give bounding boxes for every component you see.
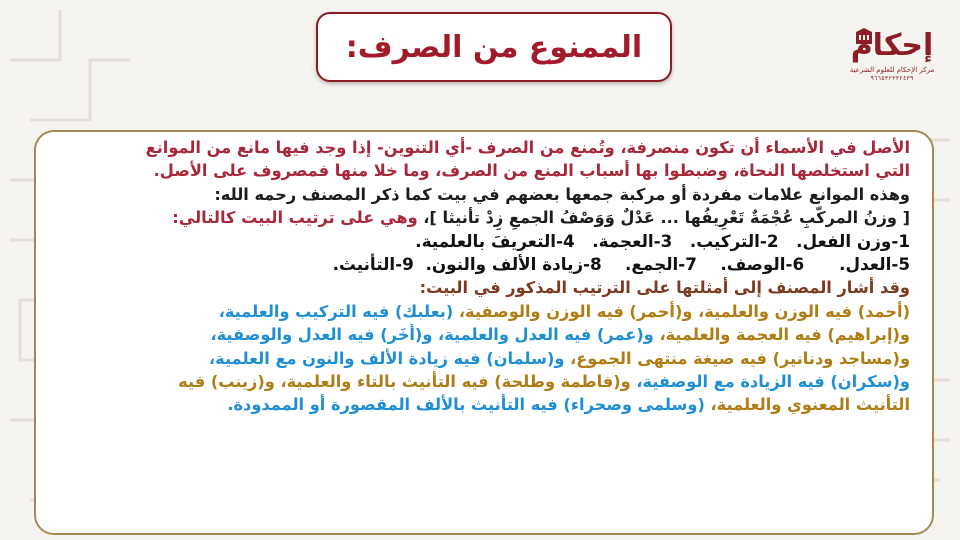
example-umar: و(عمر) فيه العدل والعلمية، <box>438 325 660 345</box>
example-ahmad: (أحمد) فيه الوزن والعلمية، <box>698 301 910 321</box>
verse-line <box>54 206 910 229</box>
example-ibrahim: و(إبراهيم) فيه العجمة والعلمية، <box>659 325 910 345</box>
example-line-4 <box>54 370 910 393</box>
intro-line-1: الأصل في الأسماء أن تكون منصرفة، وتُمنع من الصرف -أي التنوين- إذا وجد فيها مانع من الموانع <box>145 138 910 157</box>
intro-line-2: التي استخلصها النحاة، وضبطوا بها أسباب المنع من الصرف، وما خلا منها فمصروف على الأصل. <box>153 161 910 181</box>
logo-name: إحكام <box>850 28 934 63</box>
example-salman: و(سلمان) فيه زيادة الألف والنون مع العلمية، <box>209 348 571 368</box>
example-zainab: و(زينب) فيه <box>178 371 281 391</box>
example-masajid: و(مساجد ودنانير) فيه صيغة منتهى الجموع، <box>570 348 910 368</box>
verse-suffix: وهي على ترتيب البيت كالتالي: <box>172 208 418 228</box>
example-ahmar: و(أحمر) فيه الوزن والوصفية، <box>458 301 699 321</box>
intro-line-3: وهذه الموانع علامات مفردة أو مركبة جمعها بعضهم في بيت كما ذكر المصنف رحمه الله: <box>214 184 910 204</box>
example-sakran: و(سكران) فيه الزيادة مع الوصفية، <box>636 371 910 391</box>
example-fatima: و(فاطمة وطلحة) فيه التأنيث بالتاء والعلمية، <box>280 371 637 391</box>
verse-text: [ وزنُ المركَّبِ عُجْمَةٌ تَعْرِيفُها ... عَدْلٌ وَوَصْفُ الجمعِ زِدْ تأنيثا ]، <box>423 208 910 228</box>
title-box <box>316 12 672 82</box>
example-line-1 <box>54 300 910 323</box>
logo-subtitle: مركز الإحكام للعلوم الشرعية <box>849 66 935 74</box>
numbered-line-1: 1-وزن الفعل. 2-التركيب. 3-العجمة. 4-التعريفَ بالعلمية. <box>415 230 910 251</box>
example-salma: (وسلمى وصحراء) فيه التأنيث بالألف المقصورة أو الممدودة. <box>227 395 711 415</box>
example-line-5 <box>54 393 910 416</box>
logo <box>846 18 938 96</box>
example-baalbak: (بعلبك) فيه التركيب والعلمية، <box>218 301 459 321</box>
page-title: الممنوع من الصرف: <box>345 29 643 65</box>
logo-subtitle-number: ٩٦٦٥٣٢٣٣٢٤٣٩ <box>870 75 914 82</box>
numbered-line-2: 5-العدل. 6-الوصف. 7-الجمع. 8-زيادة الألف والنون. 9-التأنيث. <box>332 253 910 274</box>
example-line-2 <box>54 323 910 346</box>
example-ukhar: و(أُخَر) فيه العدل والوصفية، <box>210 325 439 345</box>
example-line-3 <box>54 347 910 370</box>
examples-heading: وقد أشار المصنف إلى أمثلتها على الترتيب المذكور في البيت: <box>419 278 910 298</box>
example-zainab-desc: التأنيث المعنوي والعلمية، <box>710 395 910 415</box>
content-box <box>34 130 934 535</box>
